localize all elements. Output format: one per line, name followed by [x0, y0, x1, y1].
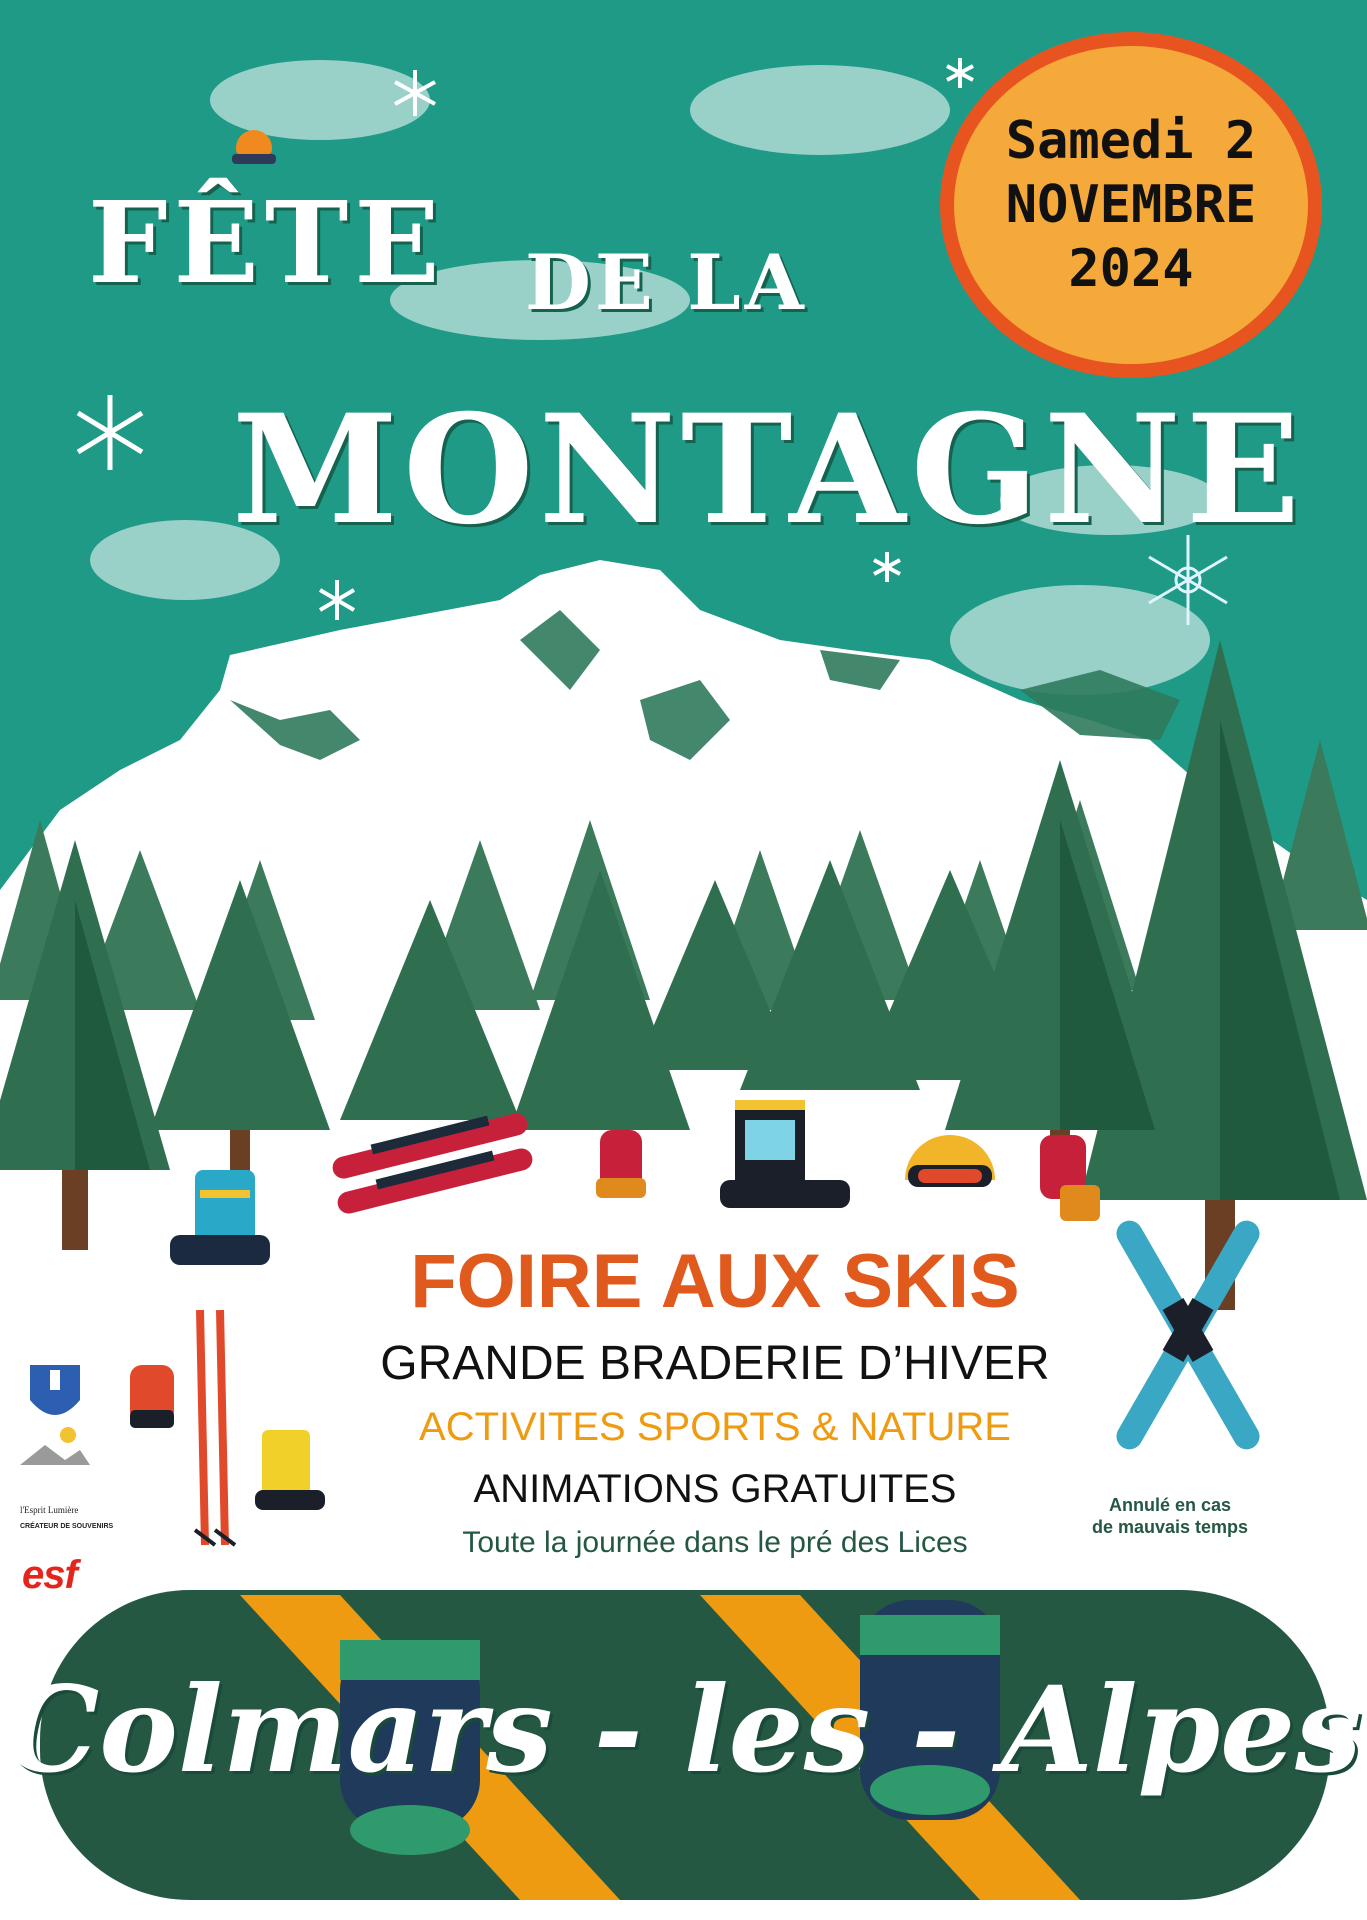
event-location: Toute la journée dans le pré des Lices [462, 1526, 968, 1559]
sponsor-lumiere: l'Esprit Lumière [20, 1505, 79, 1515]
top-left-charm-icon [232, 130, 276, 170]
date-year: 2024 [1068, 239, 1194, 299]
weather-note-line1: Annulé en cas [1108, 1495, 1232, 1515]
event-headline: FOIRE AUX SKIS [410, 1239, 1020, 1324]
weather-note [1060, 1494, 1280, 1538]
glove-icon [130, 1365, 174, 1428]
glove-icon [596, 1130, 646, 1198]
coat-of-arms-icon [30, 1365, 80, 1415]
weather-note-line2: de mauvais temps [1091, 1517, 1249, 1537]
date-badge [940, 32, 1322, 378]
title-line-fete: FÊTE [88, 178, 446, 309]
title-line-montagne: MONTAGNE [232, 382, 1306, 558]
sun-logo-icon [60, 1427, 76, 1443]
sponsor-createur: CRÉATEUR DE SOUVENIRS [20, 1523, 114, 1530]
title-line-de-la: DE LA [525, 238, 808, 327]
event-animations: ANIMATIONS GRATUITES [473, 1467, 957, 1511]
date-day: Samedi 2 [1005, 111, 1257, 171]
esf-logo: esf [22, 1553, 77, 1597]
town-name: Colmars - les - Alpes [5, 1660, 1362, 1799]
date-month: NOVEMBRE [1005, 175, 1257, 235]
event-braderie: GRANDE BRADERIE D’HIVER [380, 1337, 1050, 1390]
event-activities: ACTIVITES SPORTS & NATURE [419, 1405, 1011, 1449]
